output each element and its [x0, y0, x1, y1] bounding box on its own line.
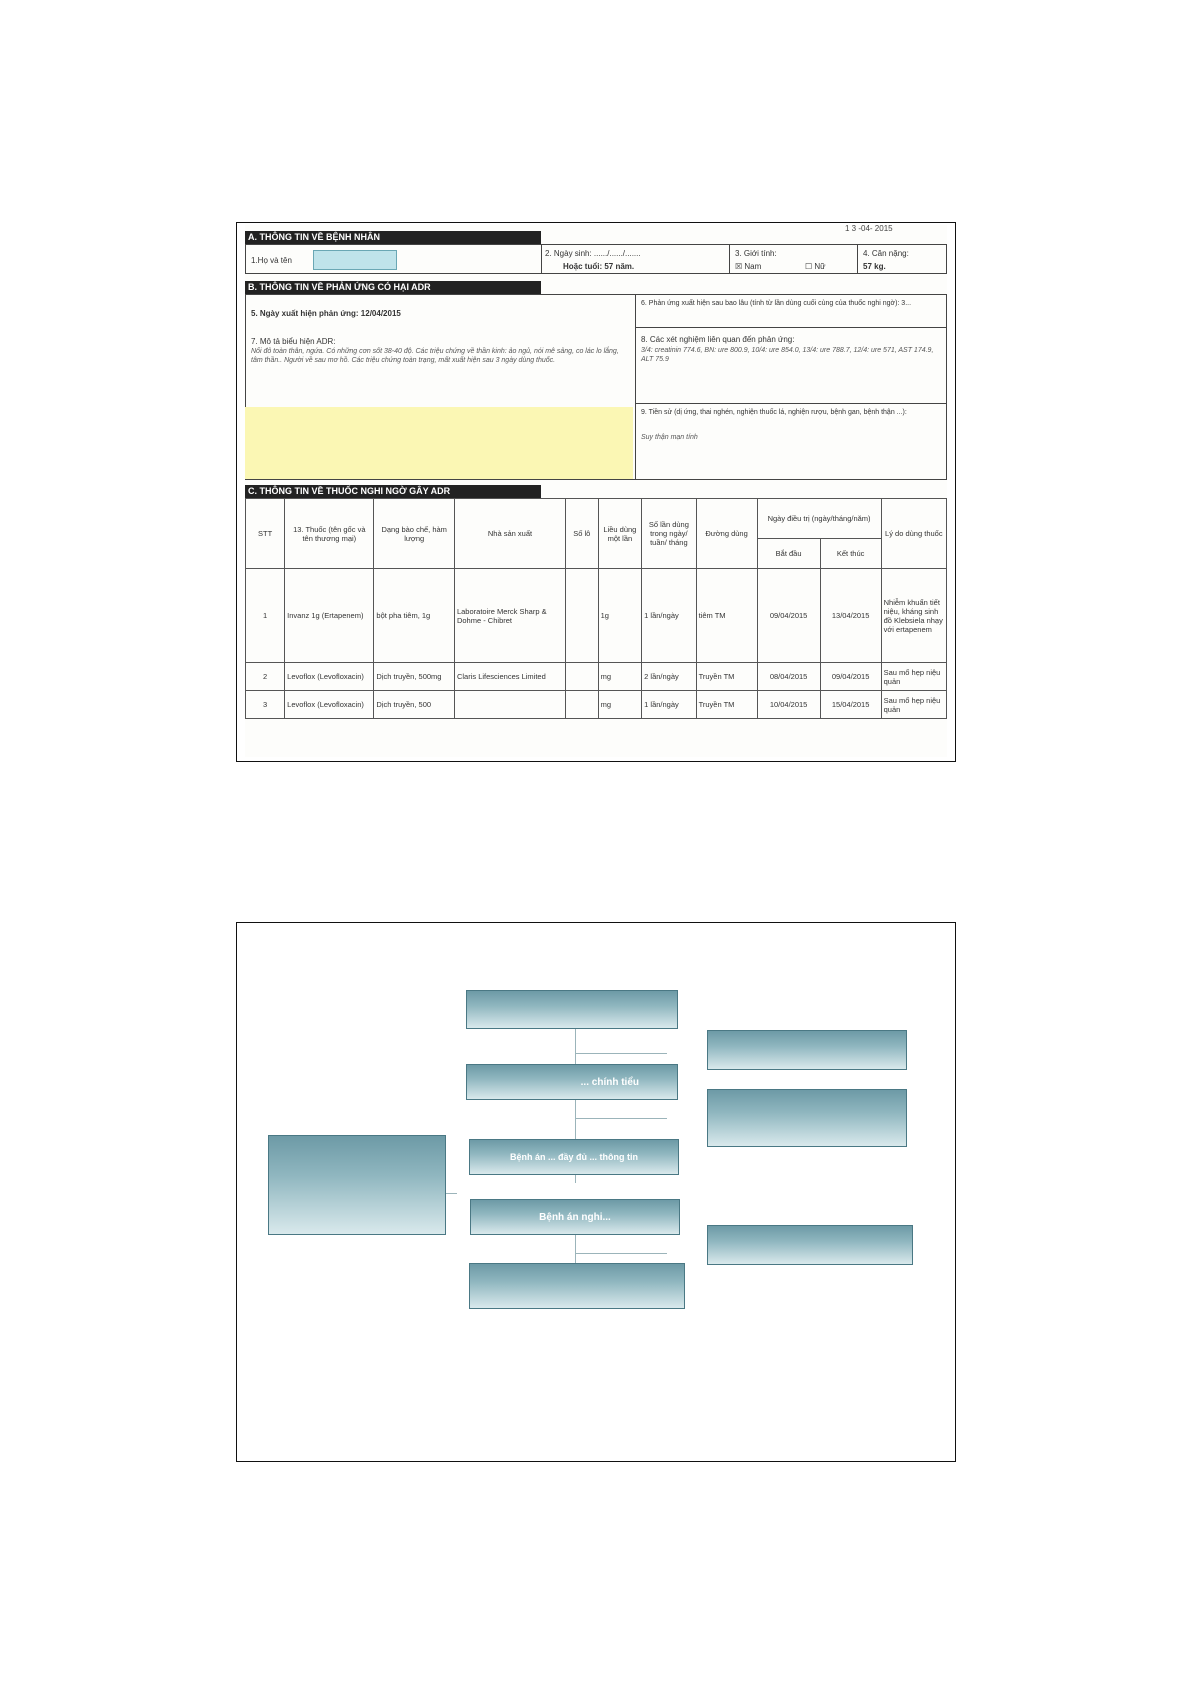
header-start: Bắt đầu: [757, 539, 820, 569]
table-row: [246, 663, 947, 691]
adr-desc-label: 7. Mô tả biểu hiện ADR:: [251, 337, 336, 346]
section-c-title: C. THÔNG TIN VỀ THUỐC NGHI NGỜ GÂY ADR: [245, 485, 541, 498]
cell-form: Dịch truyền, 500: [374, 691, 455, 719]
header-freq: Số lần dùng trong ngày/ tuần/ tháng: [642, 499, 696, 569]
cell-route: Truyền TM: [696, 691, 757, 719]
cell-stt: 1: [246, 569, 285, 663]
weight-label: 4. Cân nặng:: [863, 249, 909, 258]
highlighted-blank-area: [245, 407, 633, 479]
header-dates: Ngày điều trị (ngày/tháng/năm): [757, 499, 881, 539]
cell-maker: Laboratoire Merck Sharp & Dohme - Chibret: [454, 569, 565, 663]
cell-lot: [565, 691, 598, 719]
slide-adr-report: [236, 222, 956, 762]
slide-diagram: [236, 922, 956, 1462]
cell-drug: Levoflox (Levofloxacin): [285, 663, 374, 691]
age-text: Hoặc tuổi: 57 năm.: [563, 262, 635, 271]
diagram-right-box-2: [707, 1089, 907, 1147]
cell-freq: 1 lần/ngày: [642, 691, 696, 719]
cell-dose: mg: [598, 691, 642, 719]
cell-reason: Sau mổ hẹp niệu quản: [881, 663, 946, 691]
header-stt: STT: [246, 499, 285, 569]
cell-drug: Invanz 1g (Ertapenem): [285, 569, 374, 663]
cell-freq: 2 lần/ngày: [642, 663, 696, 691]
header-end: Kết thúc: [820, 539, 881, 569]
header-route: Đường dùng: [696, 499, 757, 569]
sex-label: 3. Giới tính:: [735, 249, 777, 258]
cell-route: tiêm TM: [696, 569, 757, 663]
section-a-title: A. THÔNG TIN VỀ BỆNH NHÂN: [245, 231, 541, 244]
table-row: [246, 569, 947, 663]
adr-desc-text: Nổi đỏ toàn thân, ngứa. Có những cơn sốt 38-40 độ. Các triệu chứng về thần kinh: ảo ngủ, nói mê sảng, co lác lo lắng, tâm thần.. Người về sau mơ hồ. Các triệu chứng toàn trạng, mất xuất hiện sau 3 ngày dùng thuốc.: [251, 348, 619, 364]
cell-maker: Claris Lifesciences Limited: [454, 663, 565, 691]
table-row: [246, 691, 947, 719]
cell-start: 10/04/2015: [757, 691, 820, 719]
cell-dose: mg: [598, 663, 642, 691]
cell-route: Truyền TM: [696, 663, 757, 691]
diagram-root-box: [268, 1135, 446, 1235]
diagram-box-4: Bệnh án nghi...: [470, 1199, 680, 1235]
cell-reason: Sau mổ hẹp niệu quản: [881, 691, 946, 719]
header-reason: Lý do dùng thuốc: [881, 499, 946, 569]
cell-stt: 2: [246, 663, 285, 691]
onset-delay: 6. Phản ứng xuất hiện sau bao lâu (tính từ lần dùng cuối cùng của thuốc nghi ngờ): 3...: [641, 300, 912, 307]
cell-drug: Levoflox (Levofloxacin): [285, 691, 374, 719]
suspected-drug-table: [245, 498, 947, 719]
cell-form: bột pha tiêm, 1g: [374, 569, 455, 663]
tests-text: 3/4: creatinin 774.6, BN: ure 800.9, 10/4: ure 854.0, 13/4: ure 788.7, 12/4: ure 571, AST 174.9, ALT 75.9: [641, 347, 934, 363]
diagram-box-5: [469, 1263, 685, 1309]
header-form: Dạng bào chế, hàm lượng: [374, 499, 455, 569]
diagram-box-2: ... chính tiểu: [466, 1064, 678, 1100]
cell-end: 15/04/2015: [820, 691, 881, 719]
dob-label: 2. Ngày sinh: ....../....../.......: [545, 249, 641, 258]
cell-reason: Nhiễm khuẩn tiết niệu, kháng sinh đồ Klebsiela nhạy với ertapenem: [881, 569, 946, 663]
name-label: 1.Họ và tên: [251, 256, 292, 265]
header-lot: Số lô: [565, 499, 598, 569]
cell-maker: [454, 691, 565, 719]
cell-lot: [565, 569, 598, 663]
section-b-title: B. THÔNG TIN VỀ PHẢN ỨNG CÓ HẠI ADR: [245, 281, 541, 294]
diagram-box-1: [466, 990, 678, 1029]
onset-date: 5. Ngày xuất hiện phản ứng: 12/04/2015: [251, 309, 401, 318]
date-stamp: 1 3 -04- 2015: [845, 224, 893, 233]
history-text: Suy thận mạn tính: [641, 434, 698, 441]
tests-label: 8. Các xét nghiệm liên quan đến phản ứng:: [641, 335, 795, 344]
header-drug: 13. Thuốc (tên gốc và tên thương mại): [285, 499, 374, 569]
history-label: 9. Tiền sử (dị ứng, thai nghén, nghiện thuốc lá, nghiện rượu, bệnh gan, bệnh thận ...):: [641, 409, 907, 416]
diagram-right-box-1: [707, 1030, 907, 1070]
cell-form: Dịch truyền, 500mg: [374, 663, 455, 691]
header-dose: Liều dùng một lần: [598, 499, 642, 569]
cell-start: 08/04/2015: [757, 663, 820, 691]
cell-start: 09/04/2015: [757, 569, 820, 663]
cell-end: 13/04/2015: [820, 569, 881, 663]
cell-freq: 1 lần/ngày: [642, 569, 696, 663]
redacted-name: [313, 250, 397, 270]
cell-lot: [565, 663, 598, 691]
sex-female: ☐ Nữ: [805, 262, 826, 271]
cell-stt: 3: [246, 691, 285, 719]
diagram-right-box-3: [707, 1225, 913, 1265]
weight-value: 57 kg.: [863, 262, 886, 271]
cell-end: 09/04/2015: [820, 663, 881, 691]
header-maker: Nhà sản xuất: [454, 499, 565, 569]
cell-dose: 1g: [598, 569, 642, 663]
diagram-box-3: Bệnh án ... đầy đủ ... thông tin: [469, 1139, 679, 1175]
sex-male: ☒ Nam: [735, 262, 762, 271]
scanned-form: [245, 225, 947, 757]
